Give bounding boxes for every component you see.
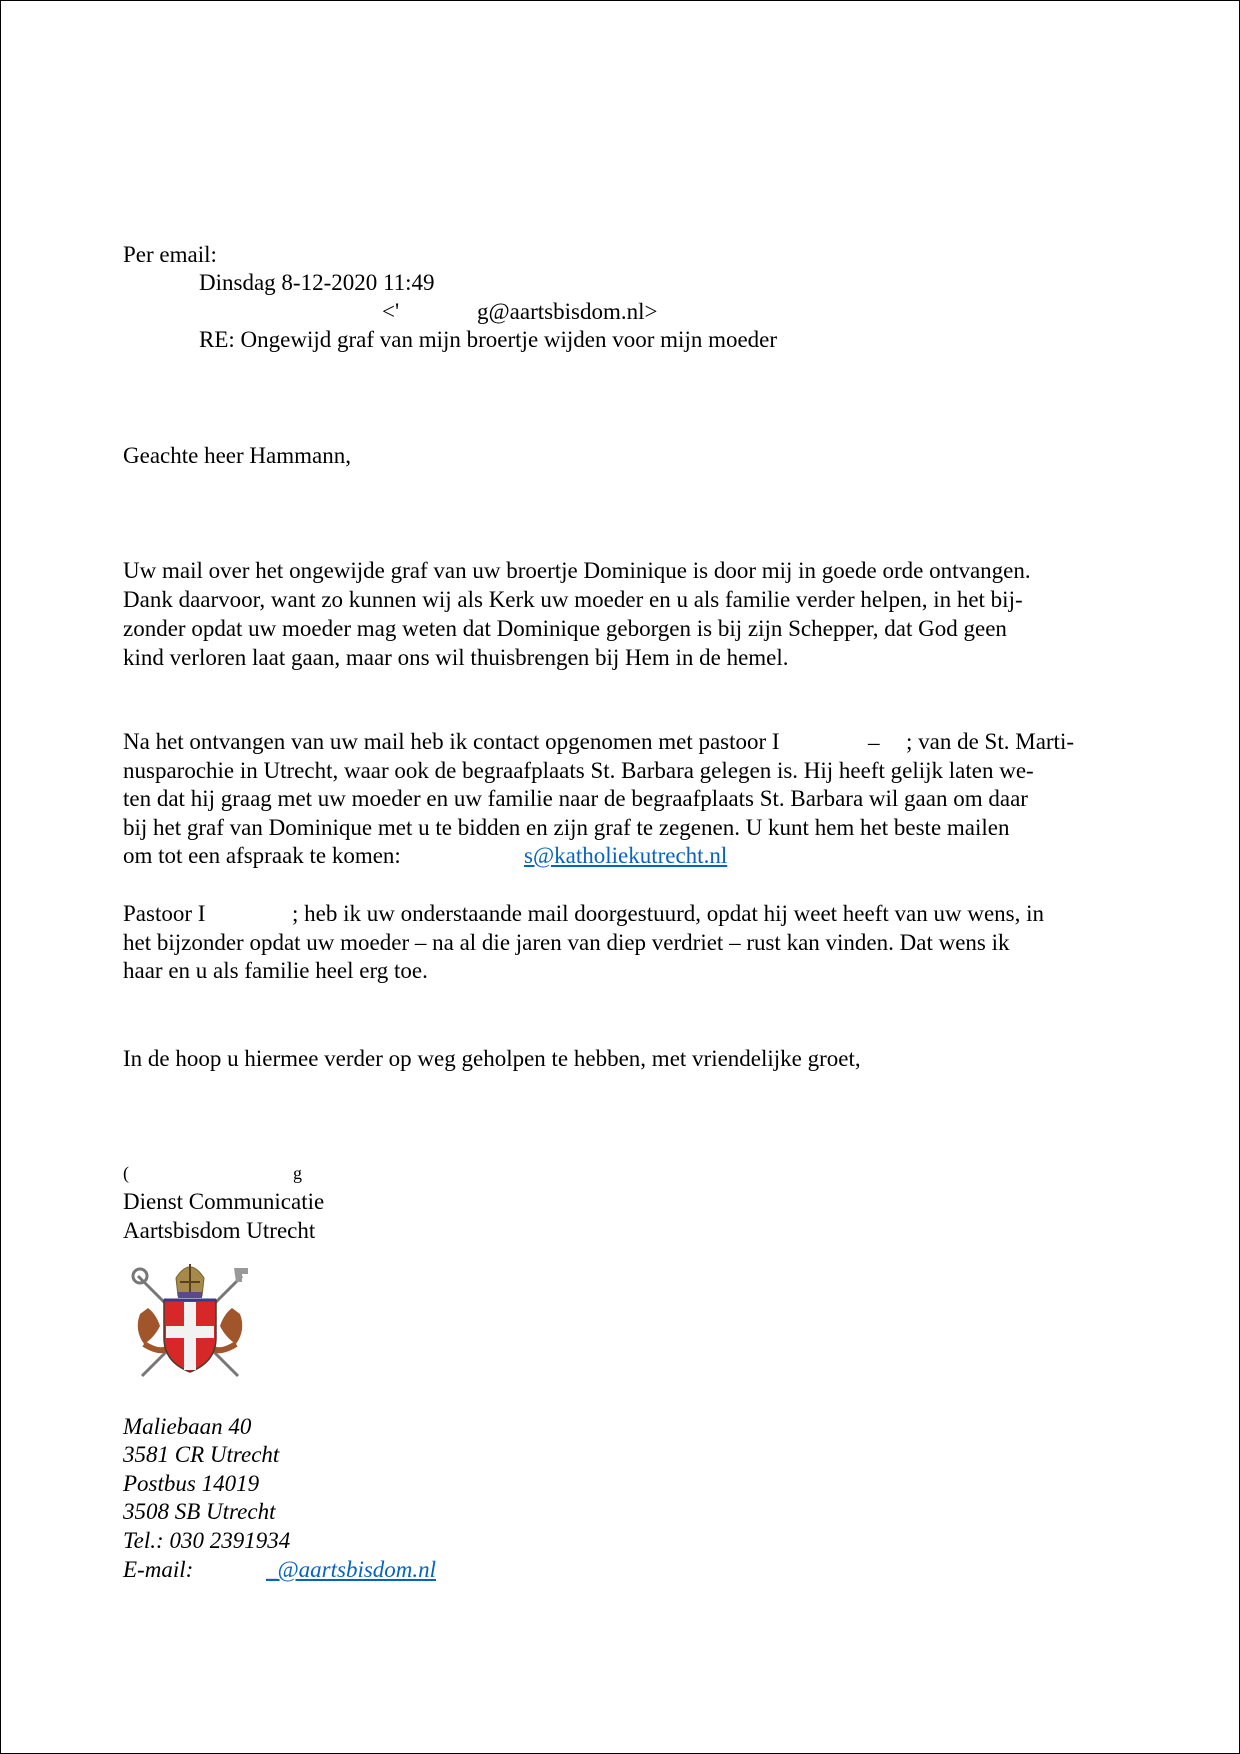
paragraph-2-line-5: om tot een afspraak te komen:: [123, 843, 401, 868]
per-email-label: Per email:: [123, 242, 217, 267]
paragraph-1-line: Uw mail over het ongewijde graf van uw broertje Dominique is door mij in goede orde ontvangen.: [123, 558, 1031, 583]
salutation: Geachte heer Hammann,: [123, 443, 351, 468]
email-subject: RE: Ongewijd graf van mijn broertje wijden voor mijn moeder: [199, 327, 778, 352]
paragraph-1-line: zonder opdat uw moeder mag weten dat Dominique geborgen is bij zijn Schepper, dat God geen: [123, 616, 1007, 641]
paragraph-3-line-2: het bijzonder opdat uw moeder – na al die jaren van diep verdriet – rust kan vinden. Dat wens ik: [123, 930, 1010, 955]
paragraph-2-line-4: bij het graf van Dominique met u te bidden en zijn graf te zegenen. U kunt hem het beste mailen: [123, 815, 1010, 840]
paragraph-3-line-1-end: ; heb ik uw onderstaande mail doorgestuurd, opdat hij weet heeft van uw wens, in: [292, 901, 1045, 926]
signature-name-start: (: [123, 1163, 129, 1183]
email-date: Dinsdag 8-12-2020 11:49: [199, 270, 435, 295]
signature-department: Dienst Communicatie: [123, 1189, 325, 1214]
paragraph-1-line: Dank daarvoor, want zo kunnen wij als Kerk uw moeder en u als familie verder helpen, in het bij-: [123, 587, 1023, 612]
address-email-link[interactable]: _@aartsbisdom.nl: [266, 1557, 437, 1582]
paragraph-2-line-2: nusparochie in Utrecht, waar ook de begraafplaats St. Barbara gelegen is. Hij heeft gelijk laten we-: [123, 758, 1034, 783]
redaction-mark: _: [868, 722, 880, 747]
closing: In de hoop u hiermee verder op weg geholpen te hebben, met vriendelijke groet,: [123, 1046, 861, 1071]
paragraph-2-line-3: ten dat hij graag met uw moeder en uw familie naar de begraafplaats St. Barbara wil gaan om daar: [123, 786, 1028, 811]
address-po-postal-city: 3508 SB Utrecht: [123, 1499, 276, 1524]
address-postal-city: 3581 CR Utrecht: [123, 1442, 280, 1467]
sender-address: g@aartsbisdom.nl>: [477, 299, 658, 324]
paragraph-1: [123, 556, 1123, 672]
address-email-label: E-mail:: [123, 1557, 194, 1582]
sender-fragment: <': [382, 299, 400, 324]
address-po-box: Postbus 14019: [123, 1471, 260, 1496]
parish-email-link[interactable]: s@katholiekutrecht.nl: [524, 843, 728, 868]
address-street: Maliebaan 40: [123, 1414, 252, 1439]
paragraph-3-line-1-start: Pastoor I: [123, 901, 206, 926]
coat-of-arms-logo: [130, 1258, 250, 1378]
paragraph-1-line: kind verloren laat gaan, maar ons wil thuisbrengen bij Hem in de hemel.: [123, 645, 789, 670]
paragraph-3-line-3: haar en u als familie heel erg toe.: [123, 958, 428, 983]
signature-name-end: g: [293, 1163, 302, 1183]
address-phone: Tel.: 030 2391934: [123, 1528, 291, 1553]
paragraph-2-line-1-end: ; van de St. Marti-: [906, 729, 1074, 754]
paragraph-2-line-1-start: Na het ontvangen van uw mail heb ik contact opgenomen met pastoor I: [123, 729, 780, 754]
signature-organization: Aartsbisdom Utrecht: [123, 1218, 316, 1243]
